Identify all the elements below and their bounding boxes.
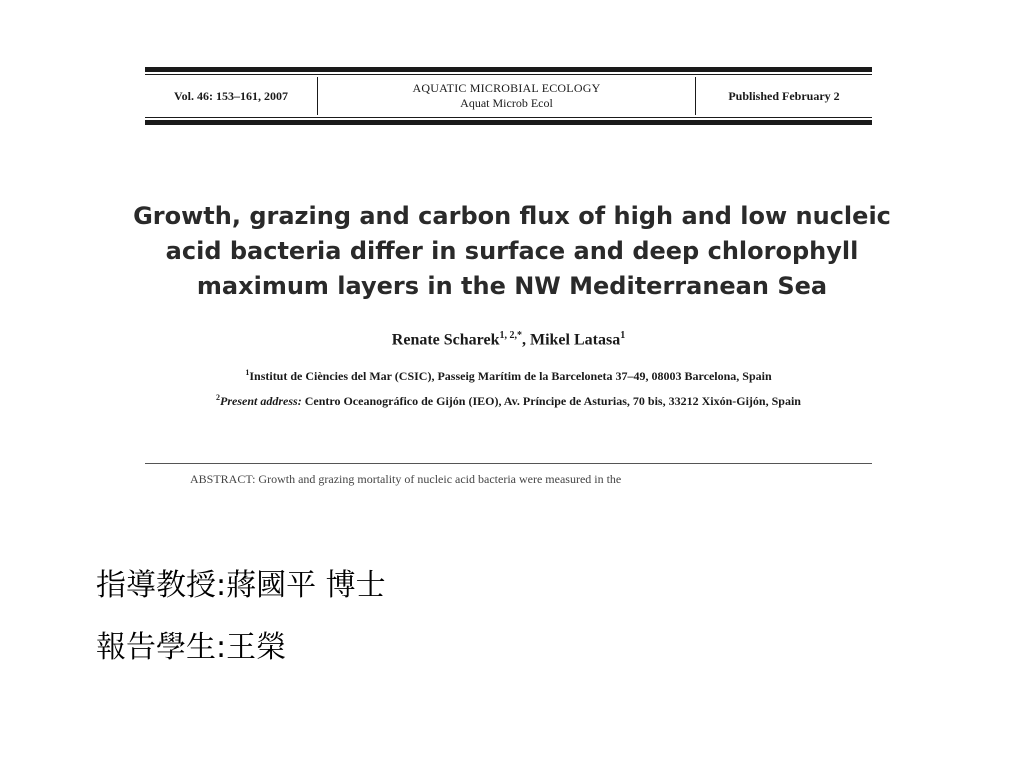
journal-name-block	[318, 77, 696, 115]
affiliation-1	[145, 368, 872, 384]
author-superscript: 1	[620, 330, 626, 341]
volume-info: Vol. 46: 153–161, 2007	[145, 77, 318, 115]
journal-header	[145, 67, 872, 125]
affiliation-superscript: 2	[216, 393, 221, 402]
abstract-text: ABSTRACT: Growth and grazing mortality of nucleic acid bacteria were measured in the	[190, 472, 622, 486]
affiliation-text: Institut de Ciències del Mar (CSIC), Passeig Marítim de la Barceloneta 37–49, 08003 Barcelona, Spain	[249, 369, 772, 383]
author-separator: ,	[521, 331, 530, 349]
author-line	[145, 330, 872, 349]
divider	[145, 463, 872, 464]
affiliation-label: Present address:	[220, 394, 302, 408]
paper-title: Growth, grazing and carbon flux of high and low nucleic acid bacteria differ in surface and deep chlorophyll maximum layers in the NW Mediterranean Sea	[133, 202, 891, 300]
author-name: Renate Scharek	[391, 331, 500, 349]
published-date: Published February 2	[728, 88, 840, 103]
journal-name: AQUATIC MICROBIAL ECOLOGY	[412, 81, 601, 95]
abstract-cutoff	[190, 472, 830, 488]
author-superscript: 1, 2,*	[499, 330, 522, 341]
advisor-caption: 指導教授:蔣國平 博士	[96, 568, 386, 603]
author-name: Mikel Latasa	[529, 331, 621, 349]
affiliation-superscript: 1	[245, 368, 250, 377]
affiliation-text: Centro Oceanográfico de Gijón (IEO), Av. Príncipe de Asturias, 70 bis, 33212 Xixón-Gijón, Spain	[301, 394, 801, 408]
journal-abbrev: Aquat Microb Ecol	[460, 96, 553, 110]
student-caption: 報告學生:王榮	[96, 630, 287, 665]
affiliation-2	[145, 393, 872, 409]
